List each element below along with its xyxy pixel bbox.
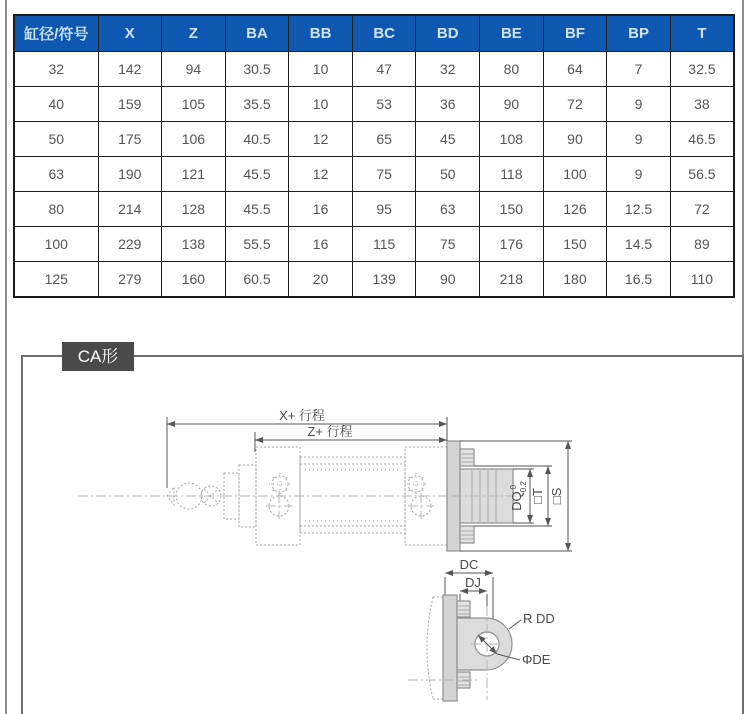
- table-cell: 72: [670, 192, 734, 227]
- table-cell: 45: [416, 122, 480, 157]
- table-cell: 180: [543, 262, 607, 298]
- table-cell: 214: [98, 192, 162, 227]
- table-cell: 80: [480, 52, 544, 87]
- table-cell: 110: [670, 262, 734, 298]
- table-cell: 100: [543, 157, 607, 192]
- section-label: CA形: [62, 342, 134, 371]
- table-cell: 32.5: [670, 52, 734, 87]
- table-cell: 50: [416, 157, 480, 192]
- table-cell: 32: [416, 52, 480, 87]
- table-cell: 30.5: [225, 52, 289, 87]
- table-cell: 176: [480, 227, 544, 262]
- table-cell: 46.5: [670, 122, 734, 157]
- dim-label-dj: DJ: [465, 575, 481, 590]
- table-cell: 10: [289, 52, 353, 87]
- table-cell: 126: [543, 192, 607, 227]
- column-header: T: [670, 15, 734, 52]
- table-cell: 64: [543, 52, 607, 87]
- table-cell: 65: [352, 122, 416, 157]
- front-port-icon: [269, 473, 291, 495]
- table-cell: 50: [14, 122, 98, 157]
- table-cell: 12: [289, 157, 353, 192]
- table-cell: 118: [480, 157, 544, 192]
- table-cell: 150: [543, 227, 607, 262]
- table-cell: 150: [480, 192, 544, 227]
- table-cell: 9: [607, 157, 671, 192]
- clevis-detail-view: [408, 557, 555, 701]
- column-header: BB: [289, 15, 353, 52]
- table-cell: 90: [480, 87, 544, 122]
- table-cell: 94: [162, 52, 226, 87]
- table-cell: 160: [162, 262, 226, 298]
- table-cell: 142: [98, 52, 162, 87]
- table-cell: 63: [14, 157, 98, 192]
- table-cell: 45.5: [225, 192, 289, 227]
- table-cell: 138: [162, 227, 226, 262]
- table-cell: 128: [162, 192, 226, 227]
- column-header: 缸径/符号: [14, 15, 98, 52]
- dim-label-s: □S: [549, 487, 564, 505]
- table-cell: 175: [98, 122, 162, 157]
- dim-label-dq: $DQ^0-0.2$: [509, 481, 528, 511]
- column-header: X: [98, 15, 162, 52]
- table-cell: 56.5: [670, 157, 734, 192]
- table-cell: 53: [352, 87, 416, 122]
- column-header: BC: [352, 15, 416, 52]
- rear-boss-icon: [408, 493, 434, 519]
- table-cell: 90: [416, 262, 480, 298]
- column-header: BP: [607, 15, 671, 52]
- table-cell: 108: [480, 122, 544, 157]
- table-cell: 7: [607, 52, 671, 87]
- table-cell: 90: [543, 122, 607, 157]
- table-cell: 40.5: [225, 122, 289, 157]
- table-cell: 95: [352, 192, 416, 227]
- table-cell: 121: [162, 157, 226, 192]
- table-cell: 139: [352, 262, 416, 298]
- dim-label-z-stroke: Z+ 行程: [307, 424, 353, 439]
- table-cell: 55.5: [225, 227, 289, 262]
- table-cell: 45.5: [225, 157, 289, 192]
- table-cell: 16.5: [607, 262, 671, 298]
- dim-label-x-stroke: X+ 行程: [279, 408, 325, 423]
- table-cell: 36: [416, 87, 480, 122]
- table-cell: 80: [14, 192, 98, 227]
- table-cell: 63: [416, 192, 480, 227]
- main-view: [78, 408, 572, 551]
- table-cell: 60.5: [225, 262, 289, 298]
- table-cell: 14.5: [607, 227, 671, 262]
- table-cell: 115: [352, 227, 416, 262]
- column-header: Z: [162, 15, 226, 52]
- table-cell: 75: [352, 157, 416, 192]
- dim-label-phide: ΦDE: [522, 652, 551, 667]
- column-header: BA: [225, 15, 289, 52]
- table-cell: 100: [14, 227, 98, 262]
- table-cell: 40: [14, 87, 98, 122]
- cylinder-tube: [300, 457, 405, 533]
- table-cell: 218: [480, 262, 544, 298]
- dim-label-dc: DC: [459, 557, 479, 572]
- column-header: BE: [480, 15, 544, 52]
- barrel-cut-line: [427, 597, 433, 699]
- table-cell: 106: [162, 122, 226, 157]
- table-cell: 89: [670, 227, 734, 262]
- table-cell: 20: [289, 262, 353, 298]
- column-header: BD: [416, 15, 480, 52]
- column-header: BF: [543, 15, 607, 52]
- rear-port-icon: [405, 473, 427, 495]
- table-cell: 10: [289, 87, 353, 122]
- dim-label-t: □T: [530, 488, 545, 504]
- table-cell: 32: [14, 52, 98, 87]
- table-cell: 38: [670, 87, 734, 122]
- table-cell: 159: [98, 87, 162, 122]
- table-cell: 190: [98, 157, 162, 192]
- table-cell: 105: [162, 87, 226, 122]
- table-cell: 16: [289, 227, 353, 262]
- dim-label-rdd: R DD: [523, 611, 555, 626]
- table-cell: 16: [289, 192, 353, 227]
- table-cell: 72: [543, 87, 607, 122]
- table-cell: 12: [289, 122, 353, 157]
- table-cell: 75: [416, 227, 480, 262]
- front-boss-icon: [266, 493, 292, 519]
- table-cell: 279: [98, 262, 162, 298]
- table-cell: 229: [98, 227, 162, 262]
- table-cell: 12.5: [607, 192, 671, 227]
- table-cell: 125: [14, 262, 98, 298]
- clevis-cap-profile: [443, 595, 457, 701]
- table-cell: 47: [352, 52, 416, 87]
- table-cell: 9: [607, 87, 671, 122]
- table-cell: 35.5: [225, 87, 289, 122]
- table-cell: 9: [607, 122, 671, 157]
